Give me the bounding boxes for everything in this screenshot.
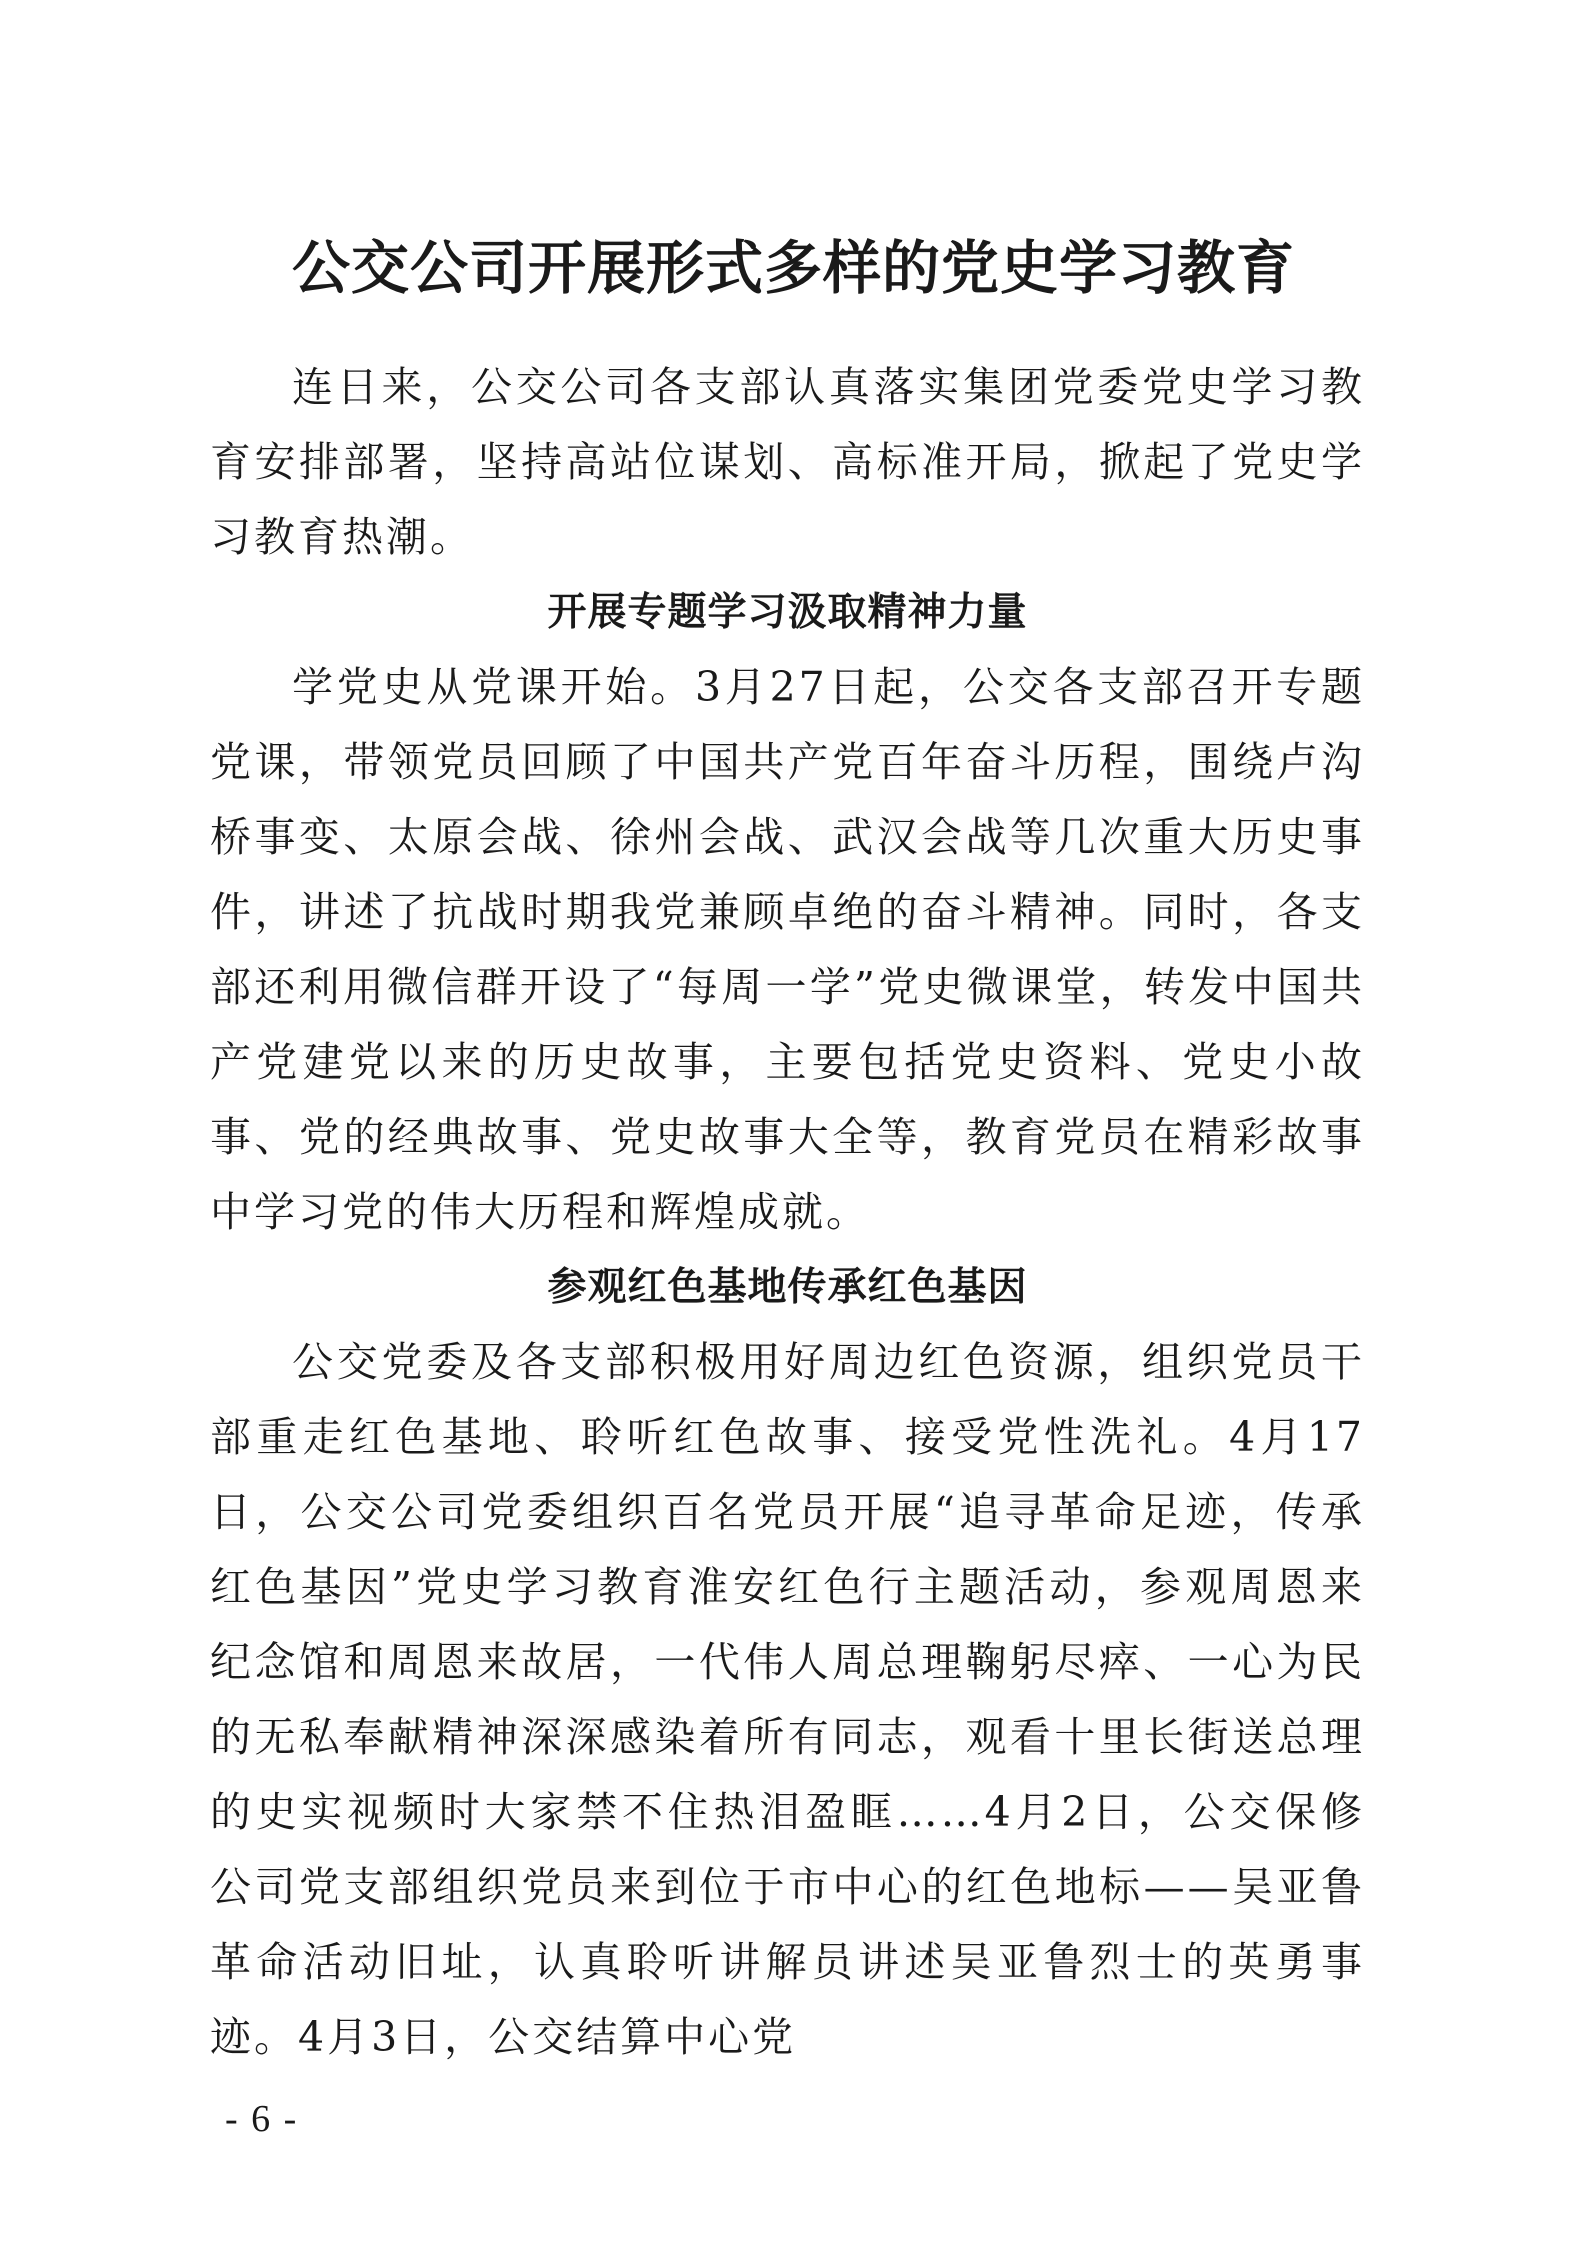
article-body (210, 350, 1365, 2075)
page-title: 公交公司开展形式多样的党史学习教育 (291, 234, 1295, 302)
page-number: - 6 - (225, 2098, 299, 2140)
section-red-base-paragraph: 公交党委及各支部积极用好周边红色资源，组织党员干部重走红色基地、聆听红色故事、接受党性洗礼。4月17日，公交公司党委组织百名党员开展“追寻革命足迹，传承红色基因”党史学习教育淮安红色行主题活动，参观周恩来纪念馆和周恩来故居，一代伟人周总理鞠躬尽瘁、一心为民的无私奉献精神深深感染着所有同志，观看十里长街送总理的史实视频时大家禁不住热泪盈眶……4月2日，公交保修公司党支部组织党员来到位于市中心的红色地标——吴亚鲁革命活动旧址，认真聆听讲解员讲述吴亚鲁烈士的英勇事迹。4月3日，公交结算中心党 (210, 1338, 1365, 2061)
section-heading-red-base: 参观红色基地传承红色基因 (547, 1265, 1028, 1310)
intro-paragraph: 连日来，公交公司各支部认真落实集团党委党史学习教育安排部署，坚持高站位谋划、高标准开局，掀起了党史学习教育热潮。 (210, 363, 1365, 561)
section-study-paragraph: 学党史从党课开始。3月27日起，公交各支部召开专题党课，带领党员回顾了中国共产党百年奋斗历程，围绕卢沟桥事变、太原会战、徐州会战、武汉会战等几次重大历史事件，讲述了抗战时期我党兼顾卓绝的奋斗精神。同时，各支部还利用微信群开设了“每周一学”党史微课堂，转发中国共产党建党以来的历史故事，主要包括党史资料、党史小故事、党的经典故事、党史故事大全等，教育党员在精彩故事中学习党的伟大历程和辉煌成就。 (210, 663, 1365, 1236)
section-heading-study: 开展专题学习汲取精神力量 (547, 590, 1028, 635)
